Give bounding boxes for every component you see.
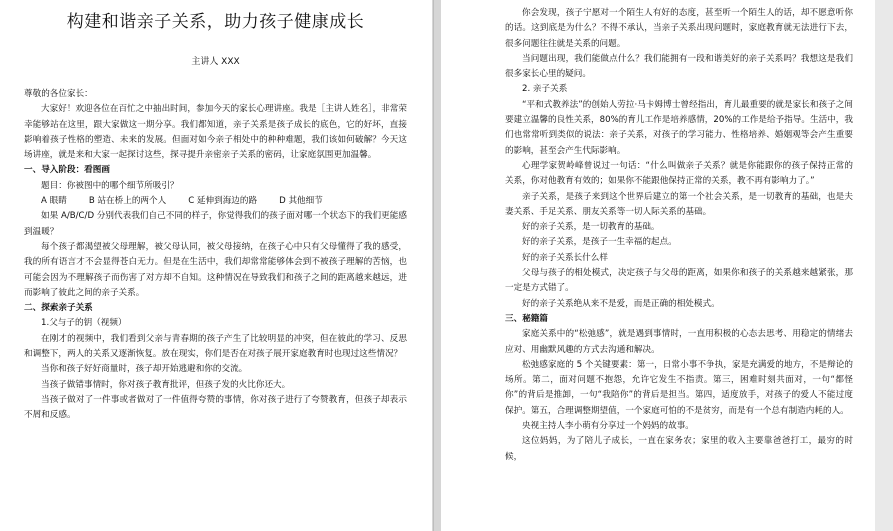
intro-paragraph: 大家好！欢迎各位在百忙之中抽出时间，参加今天的家长心理讲座。我是［主讲人姓名］，非常荣幸能够站在这里，跟大家做这一期分享。我们都知道，亲子关系是孩子成长的底色，它的好坏，直接影响着孩子性格的塑造、未来的发展。但面对如今亲子相处中的种种难题，我们该如何破解？今天这场讲座，就是来和大家一起探讨这些，探寻提升亲密亲子关系的密码，让家庭氛围更加温馨。 bbox=[24, 104, 407, 161]
story-paragraph: 这位妈妈，为了陪儿子成长，一直在家务农；家里的收入主要靠爸爸打工，最穷的时候， bbox=[505, 436, 853, 462]
question-paragraph: 当问题出现，我们能做点什么？我们能拥有一段和谐美好的亲子关系吗？我想这是我们很多家长心里的疑问。 bbox=[505, 53, 853, 80]
quote-paragraph: 心理学家贺岭峰曾说过一句话：“什么叫做亲子关系？就是你能跟你的孩子保持正常的关系，你对他教育有效的；如果你不能跟他保持正常的关系，教不再有影响力了。” bbox=[505, 160, 853, 187]
strangers-paragraph: 你会发现，孩子宁愿对一个陌生人有好的态度，甚至听一个陌生人的话，却不愿意听你的话。这到底是为什么？不得不承认，当亲子关系出现问题时，家庭教育就无法进行下去，很多问题往往就是关系的问题。 bbox=[505, 8, 853, 49]
good-relationship-line-1: 好的亲子关系，是一切教育的基础。 bbox=[522, 222, 660, 233]
option-a: A 眼睛 bbox=[41, 196, 67, 207]
choice-paragraph: 如果 A/B/C/D 分别代表我们自己不同的样子，你觉得我们的孩子面对哪一个状态下的我们更能感到温暖？ bbox=[24, 211, 407, 237]
relaxation-paragraph: 家庭关系中的“松弛感”，就是遇到事情时，一直用积极的心态去思考、用稳定的情绪去应对、用幽默风趣的方式去沟通和解决。 bbox=[505, 329, 853, 355]
scenario-line-2: 当孩子做错事情时，你对孩子教育批评，但孩子发的火比你还大。 bbox=[41, 379, 291, 390]
vertical-scrollbar[interactable] bbox=[875, 0, 893, 531]
five-elements-paragraph: 松弛感家庭的 5 个关键要素：第一，日常小事不争执，家是充满爱的地方，不是辩论的场所。第二，面对问题不抱怨，允许它发生不指责。第三，困难时刻共面对，一句“都怪你”的背后是推卸，一句“我陪你”的背后是担当。第四，适度放手，对孩子的爱人不能过度保护。第五，合理调整期望值，一个家庭可怕的不是贫穷，而是有一个总有制造内耗的人。 bbox=[505, 359, 853, 416]
section-heading-1: 一、导入阶段：看图画 bbox=[24, 165, 110, 176]
subheading-video: 1.父与子的钥（视频） bbox=[41, 318, 127, 329]
method-paragraph: 好的亲子关系绝从来不是爱，而是正确的相处模式。 bbox=[522, 298, 720, 309]
distance-paragraph: 父母与孩子的相处模式，决定孩子与父母的距离，如果你和孩子的关系越来越紧张，那一定是方式错了。 bbox=[505, 268, 853, 294]
option-d: D 其他细节 bbox=[279, 196, 323, 207]
scenario-line-1: 当你和孩子好好商量时，孩子却开始逃避和你的交流。 bbox=[41, 364, 248, 375]
document-page-left[interactable] bbox=[0, 0, 432, 531]
markham-paragraph: “平和式教养法”的创始人劳拉·马卡姆博士曾经指出，育儿最重要的就是家长和孩子之间要建立温馨的良性关系，80%的育儿工作是培养感情，20%的工作是给予指导。生活中，我们也常常听到类似的说法：亲子关系，对孩子的学习能力、性格培养、婚姻观等会产生重要的影响，甚至会产生代际影响。 bbox=[505, 99, 853, 156]
foundation-paragraph: 亲子关系，是孩子来到这个世界后建立的第一个社会关系，是一切教育的基础，也是夫妻关系、手足关系、朋友关系等一切人际关系的基础。 bbox=[505, 191, 853, 217]
scenario-line-3: 当孩子做对了一件事或者做对了一件值得夸赞的事情，你对孩子进行了夸赞教育，但孩子却表示不屑和反感。 bbox=[24, 394, 407, 421]
option-c: C 延伸到海边的路 bbox=[188, 196, 258, 207]
story-intro-line: 央视主持人李小萌有分享过一个妈妈的故事。 bbox=[522, 421, 694, 432]
good-relationship-line-3: 好的亲子关系长什么样 bbox=[522, 252, 608, 263]
speaker-line: 主讲人 XXX bbox=[191, 57, 240, 67]
subheading-relationship: 2. 亲子关系 bbox=[522, 84, 568, 95]
option-b: B 站在桥上的两个人 bbox=[88, 196, 167, 207]
document-title: 构建和谐亲子关系，助力孩子健康成长 bbox=[66, 12, 365, 32]
section-heading-2: 二、探索亲子关系 bbox=[24, 303, 93, 314]
greeting: 尊敬的各位家长： bbox=[24, 89, 93, 99]
section-heading-3: 三、秘籍篇 bbox=[505, 313, 548, 324]
answer-options bbox=[24, 194, 407, 209]
video-paragraph: 在刚才的视频中，我们看到父亲与青春期的孩子产生了比较明显的冲突，但在彼此的学习、反思和调整下，两人的关系又逐渐恢复。放在现实，你们是否在对孩子展开家庭教育时也现过这些情况？ bbox=[24, 333, 407, 360]
page-divider bbox=[433, 0, 434, 531]
question-line: 题目：你被图中的哪个细节所吸引？ bbox=[41, 180, 179, 191]
document-page-right[interactable] bbox=[441, 0, 875, 531]
good-relationship-line-2: 好的亲子关系，是孩子一生幸福的起点。 bbox=[522, 237, 677, 248]
understanding-paragraph: 每个孩子都渴望被父母理解，被父母认同，被父母接纳，在孩子心中只有父母懂得了我的感受，我的所有语言才不会显得苍白无力。但是在生活中，我们却常常能够体会到不被孩子理解的苦恼，也可能会因为不理解孩子而伤害了对方却不自知。这种情况在导致我们和孩子之间的距离越来越远，进而影响了彼此之间的亲子关系。 bbox=[24, 241, 407, 298]
